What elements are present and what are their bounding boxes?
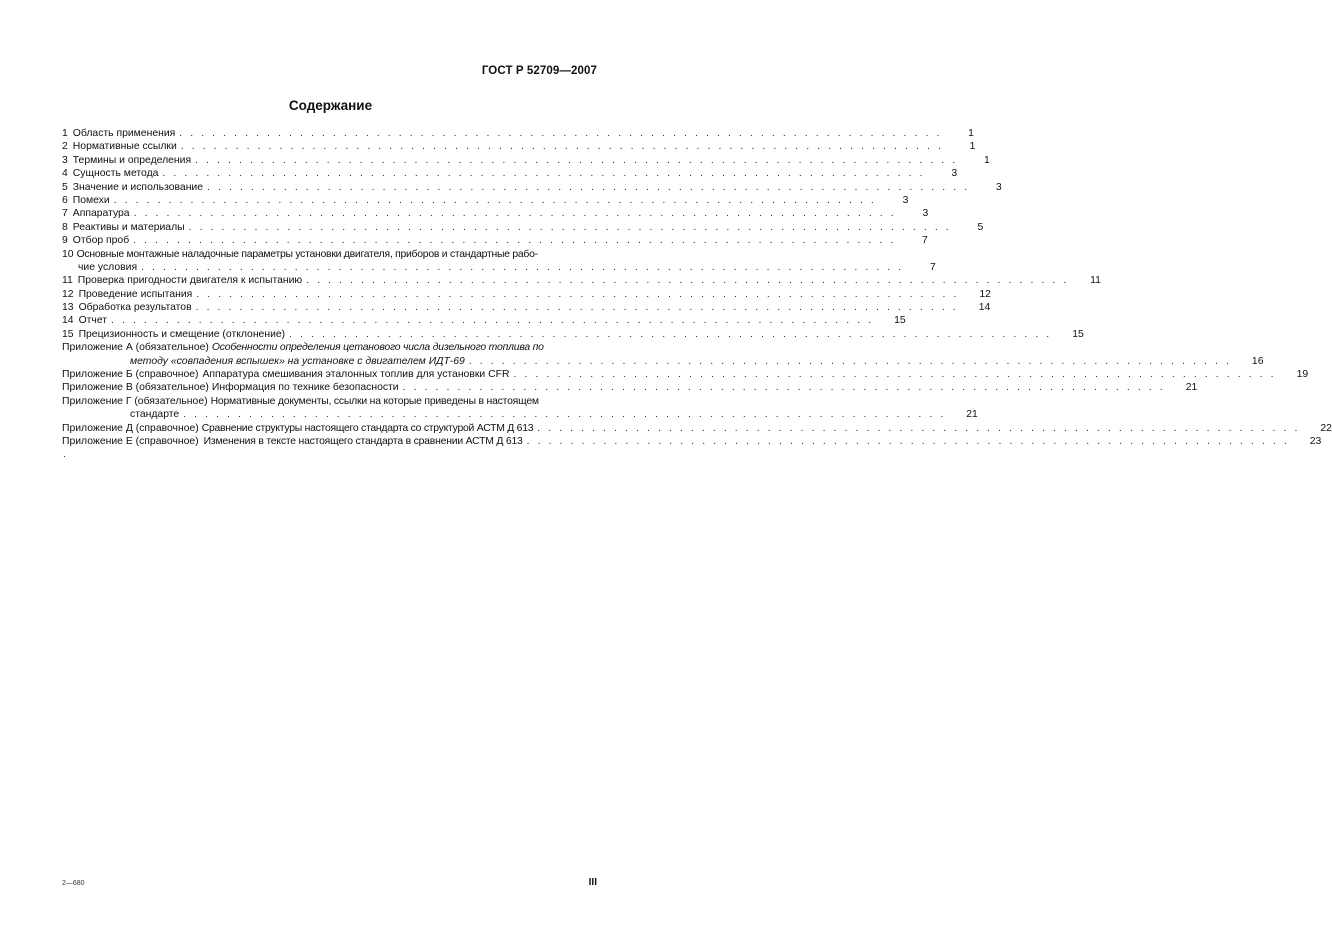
leader-dots: . . . . . . . . . . . . . . . . . . . . . . . . . . . . . . . . . . . . . . . . . . . . . . . . . . . . . . . . . . . . . . . . . . . . . . bbox=[111, 315, 874, 327]
toc-num: 7 bbox=[62, 208, 68, 220]
toc-annex-g-cont[interactable] bbox=[62, 408, 978, 421]
page-number: III bbox=[588, 877, 597, 888]
leader-dots: . . . . . . . . . . . . . . . . . . . . . . . . . . . . . . . . . . . . . . . . . . . . . . . . . . . . . . . . . . . . . . . . . . . . . . bbox=[162, 168, 926, 180]
toc-page: 15 bbox=[1072, 328, 1084, 340]
annex-title: Информация по технике безопасности bbox=[211, 382, 399, 394]
annex-title: стандарте bbox=[130, 409, 180, 421]
toc-text: Область применения bbox=[72, 127, 176, 139]
toc-page: 15 bbox=[894, 315, 906, 327]
toc-entry-6[interactable] bbox=[62, 194, 909, 207]
toc-entry-3[interactable] bbox=[62, 154, 990, 167]
toc-entry-13[interactable] bbox=[62, 301, 991, 314]
toc-entry-7[interactable] bbox=[62, 207, 929, 220]
print-code: 2—680 bbox=[62, 880, 85, 887]
toc-page: 14 bbox=[978, 302, 991, 314]
toc-num: 15 bbox=[62, 328, 74, 340]
toc-text: Нормативные ссылки bbox=[72, 141, 177, 153]
toc-text: Термины и определения bbox=[72, 154, 192, 166]
toc-entry-4[interactable] bbox=[62, 167, 958, 180]
toc-num: 14 bbox=[62, 315, 74, 327]
annex-title: Аппаратура смешивания эталонных топлив для установки CFR bbox=[202, 369, 510, 381]
toc-num: 13 bbox=[62, 302, 74, 314]
toc-page: 23 bbox=[1309, 435, 1322, 447]
annex-prefix: Приложение Г (обязательное) bbox=[62, 395, 208, 407]
toc-page: 3 bbox=[902, 194, 909, 206]
annex-prefix: Приложение Д (справочное) bbox=[62, 422, 199, 434]
document-code: ГОСТ Р 52709—2007 bbox=[481, 65, 597, 77]
toc-entry-12[interactable] bbox=[62, 288, 991, 301]
toc-annex-v[interactable] bbox=[62, 381, 1198, 394]
page-title: Содержание bbox=[288, 98, 373, 113]
toc-entry-1[interactable] bbox=[62, 127, 974, 140]
toc-entry-2[interactable] bbox=[62, 140, 976, 153]
annex-title: Изменения в тексте настоящего стандарта в сравнении АСТМ Д 613 bbox=[203, 435, 523, 447]
toc-num: 6 bbox=[62, 194, 68, 206]
toc-page: 3 bbox=[951, 168, 958, 180]
toc-page: 22 bbox=[1320, 422, 1332, 434]
toc-annex-e[interactable] bbox=[62, 435, 1322, 448]
leader-dots: . . . . . . . . . . . . . . . . . . . . . . . . . . . . . . . . . . . . . . . . . . . . . . . . . . . . . . . . . . . . . . . . . . . . . . bbox=[537, 422, 1300, 434]
toc-entry-11[interactable] bbox=[62, 274, 1101, 287]
annex-title: Нормативные документы, ссылки на которые приведены в настоящем bbox=[210, 395, 539, 407]
leader-dots: . . . . . . . . . . . . . . . . . . . . . . . . . . . . . . . . . . . . . . . . . . . . . . . . . . . . . . . . . . . . . . . . . . . . . . bbox=[133, 208, 897, 220]
toc-text: Реактивы и материалы bbox=[72, 221, 185, 233]
leader-dots: . . . . . . . . . . . . . . . . . . . . . . . . . . . . . . . . . . . . . . . . . . . . . . . . . . . . . . . . . . . . . . . . . . . . . . bbox=[183, 409, 946, 421]
toc-text: чие условия bbox=[78, 261, 138, 273]
annex-title: методу «совпадения вспышек» на установке с двигателем ИДТ-69 bbox=[130, 355, 465, 367]
toc-text: Обработка результатов bbox=[78, 302, 192, 314]
toc-annex-a-cont[interactable] bbox=[62, 355, 1264, 368]
leader-dots: . . . . . . . . . . . . . . . . . . . . . . . . . . . . . . . . . . . . . . . . . . . . . . . . . . . . . . . . . . . . . . . . . . . . . . bbox=[289, 328, 1052, 340]
annex-prefix: Приложение Е (справочное) bbox=[62, 435, 199, 447]
toc-num: 10 bbox=[62, 248, 74, 260]
toc-page: 1 bbox=[969, 141, 976, 153]
toc-entry-15[interactable] bbox=[62, 328, 1084, 341]
table-of-contents bbox=[62, 127, 1332, 448]
toc-page: 3 bbox=[995, 181, 1002, 193]
toc-num: 9 bbox=[62, 235, 68, 247]
leader-dots: . . . . . . . . . . . . . . . . . . . . . . . . . . . . . . . . . . . . . . . . . . . . . . . . . . . . . . . . . . . . . . . . . . . . . . bbox=[207, 181, 970, 193]
toc-text: Проверка пригодности двигателя к испытанию bbox=[77, 275, 303, 287]
leader-dots: . . . . . . . . . . . . . . . . . . . . . . . . . . . . . . . . . . . . . . . . . . . . . . . . . . . . . . . . . . . . . . . . . . . . . . bbox=[526, 435, 1290, 447]
toc-entry-10-cont[interactable] bbox=[62, 261, 936, 274]
toc-page: 3 bbox=[922, 208, 929, 220]
toc-num: 1 bbox=[62, 127, 68, 139]
leader-dots: . . . . . . . . . . . . . . . . . . . . . . . . . . . . . . . . . . . . . . . . . . . . . . . . . . . . . . . . . . . . . . . . . . . . . . bbox=[180, 141, 944, 153]
toc-entry-9[interactable] bbox=[62, 234, 928, 247]
leader-dots: . . . . . . . . . . . . . . . . . . . . . . . . . . . . . . . . . . . . . . . . . . . . . . . . . . . . . . . . . . . . . . . . . . . . . . bbox=[402, 382, 1166, 394]
leader-dots: . . . . . . . . . . . . . . . . . . . . . . . . . . . . . . . . . . . . . . . . . . . . . . . . . . . . . . . . . . . . . . . . . . . . . . bbox=[133, 235, 896, 247]
toc-num: 4 bbox=[62, 168, 68, 180]
toc-page: 12 bbox=[979, 288, 991, 300]
toc-entry-8[interactable] bbox=[62, 221, 984, 234]
leader-dots: . . . . . . . . . . . . . . . . . . . . . . . . . . . . . . . . . . . . . . . . . . . . . . . . . . . . . . . . . . . . . . . . . . . . . . bbox=[306, 275, 1069, 287]
toc-annex-g[interactable] bbox=[62, 395, 600, 408]
toc-page: 11 bbox=[1090, 275, 1101, 287]
annex-prefix: Приложение Б (справочное) bbox=[62, 369, 199, 381]
leader-dots: . . . . . . . . . . . . . . . . . . . . . . . . . . . . . . . . . . . . . . . . . . . . . . . . . . . . . . . . . . . . . . . . . . . . . . bbox=[513, 369, 1277, 381]
leader-dots: . . . . . . . . . . . . . . . . . . . . . . . . . . . . . . . . . . . . . . . . . . . . . . . . . . . . . . . . . . . . . . . . . . . . . . bbox=[195, 154, 958, 166]
toc-page: 1 bbox=[983, 154, 990, 166]
toc-text: Аппаратура bbox=[72, 208, 130, 220]
toc-text: Сущность метода bbox=[72, 168, 159, 180]
toc-page: 19 bbox=[1296, 369, 1309, 381]
toc-text: Значение и использование bbox=[72, 181, 204, 193]
toc-page: 21 bbox=[966, 409, 978, 421]
toc-num: 8 bbox=[62, 221, 68, 233]
leader-dots: . . . . . . . . . . . . . . . . . . . . . . . . . . . . . . . . . . . . . . . . . . . . . . . . . . . . . . . . . . . . . . . . . . . . . . bbox=[179, 127, 942, 139]
annex-prefix: Приложение В (обязательное) bbox=[62, 382, 209, 394]
toc-text: Отбор проб bbox=[72, 235, 130, 247]
toc-annex-a[interactable] bbox=[62, 341, 600, 354]
toc-page: 1 bbox=[968, 127, 974, 139]
toc-page: 7 bbox=[929, 261, 936, 273]
toc-entry-5[interactable] bbox=[62, 181, 1002, 194]
annex-prefix: Приложение А (обязательное) bbox=[62, 342, 209, 354]
toc-text: Отчет bbox=[78, 315, 108, 327]
toc-text: Основные монтажные наладочные параметры установки двигателя, приборов и стандартные рабо- bbox=[76, 248, 538, 260]
toc-num: 5 bbox=[62, 181, 68, 193]
toc-page: 16 bbox=[1251, 355, 1264, 367]
leader-dots: . . . . . . . . . . . . . . . . . . . . . . . . . . . . . . . . . . . . . . . . . . . . . . . . . . . . . . . . . . . . . . . . . . . . . . bbox=[113, 194, 877, 206]
annex-title: Особенности определения цетанового числа дизельного топлива по bbox=[211, 342, 544, 354]
leader-dots: . . . . . . . . . . . . . . . . . . . . . . . . . . . . . . . . . . . . . . . . . . . . . . . . . . . . . . . . . . . . . . . . . . . . . . bbox=[188, 221, 952, 233]
toc-text: Проведение испытания bbox=[78, 288, 193, 300]
toc-text: Прецизионность и смещение (отклонение) bbox=[78, 328, 286, 340]
toc-annex-d[interactable] bbox=[62, 422, 1332, 435]
leader-dots: . . . . . . . . . . . . . . . . . . . . . . . . . . . . . . . . . . . . . . . . . . . . . . . . . . . . . . . . . . . . . . . . . . . . . . bbox=[468, 355, 1232, 367]
toc-text: Помехи bbox=[72, 194, 110, 206]
leader-dots: . . . . . . . . . . . . . . . . . . . . . . . . . . . . . . . . . . . . . . . . . . . . . . . . . . . . . . . . . . . . . . . . . . . . . . bbox=[141, 261, 904, 273]
toc-page: 5 bbox=[977, 221, 984, 233]
leader-dots: . . . . . . . . . . . . . . . . . . . . . . . . . . . . . . . . . . . . . . . . . . . . . . . . . . . . . . . . . . . . . . . . . . . . . . bbox=[196, 288, 959, 300]
stray-mark: . bbox=[63, 449, 66, 460]
toc-num: 11 bbox=[62, 275, 73, 287]
toc-page: 7 bbox=[922, 235, 928, 247]
leader-dots: . . . . . . . . . . . . . . . . . . . . . . . . . . . . . . . . . . . . . . . . . . . . . . . . . . . . . . . . . . . . . . . . . . . . . . bbox=[195, 302, 959, 314]
toc-page: 21 bbox=[1185, 382, 1198, 394]
toc-num: 3 bbox=[62, 154, 68, 166]
toc-entry-14[interactable] bbox=[62, 314, 906, 327]
toc-num: 12 bbox=[62, 288, 74, 300]
toc-num: 2 bbox=[62, 141, 68, 153]
toc-annex-b[interactable] bbox=[62, 368, 1309, 381]
annex-title: Сравнение структуры настоящего стандарта со структурой АСТМ Д 613 bbox=[201, 422, 534, 434]
toc-entry-10[interactable] bbox=[62, 248, 600, 261]
